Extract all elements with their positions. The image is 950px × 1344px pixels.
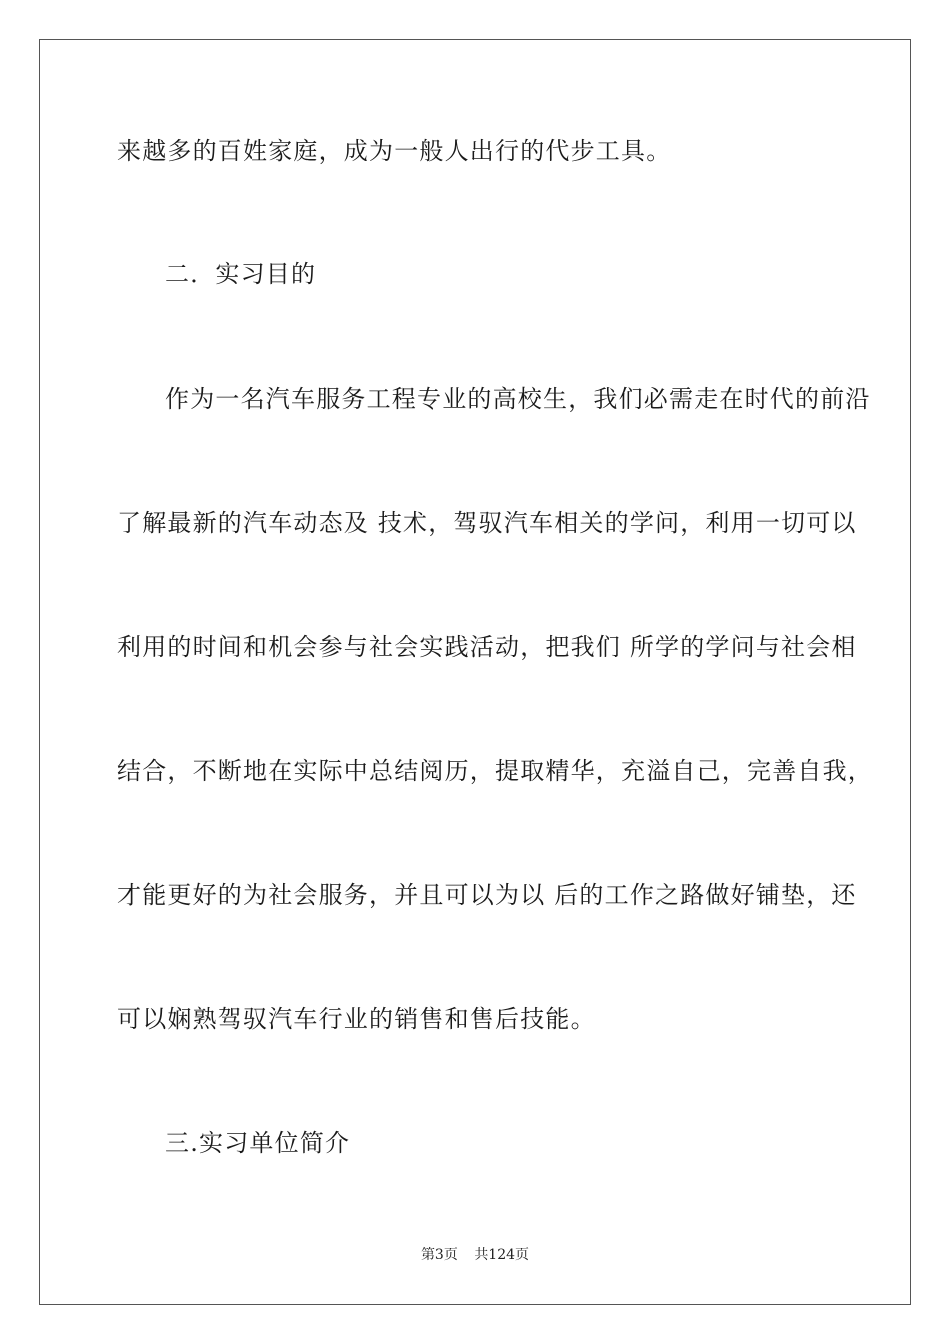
page-border (39, 39, 911, 1305)
paragraph-line: 可以娴熟驾驭汽车行业的销售和售后技能。 (117, 1005, 596, 1033)
paragraph-line: 利用的时间和机会参与社会实践活动，把我们 所学的学问与社会相 (117, 633, 857, 661)
page-number-total: 共124页 (474, 1247, 530, 1263)
section-heading-3: 三.实习单位简介 (165, 1129, 351, 1157)
paragraph-line: 结合，不断地在实际中总结阅历，提取精华，充溢自己，完善自我， (117, 757, 873, 785)
paragraph-line: 作为一名汽车服务工程专业的高校生，我们必需走在时代的前沿 (165, 385, 871, 413)
paragraph-line: 来越多的百姓家庭，成为一般人出行的代步工具。 (117, 137, 672, 165)
paragraph-line: 才能更好的为社会服务，并且可以为以 后的工作之路做好铺垫，还 (117, 881, 857, 909)
page-number-current: 第3页 (420, 1247, 458, 1263)
section-heading-2: 二．实习目的 (165, 260, 317, 288)
paragraph-line: 了解最新的汽车动态及 技术，驾驭汽车相关的学问，利用一切可以 (117, 509, 857, 537)
page-footer (0, 1246, 950, 1264)
